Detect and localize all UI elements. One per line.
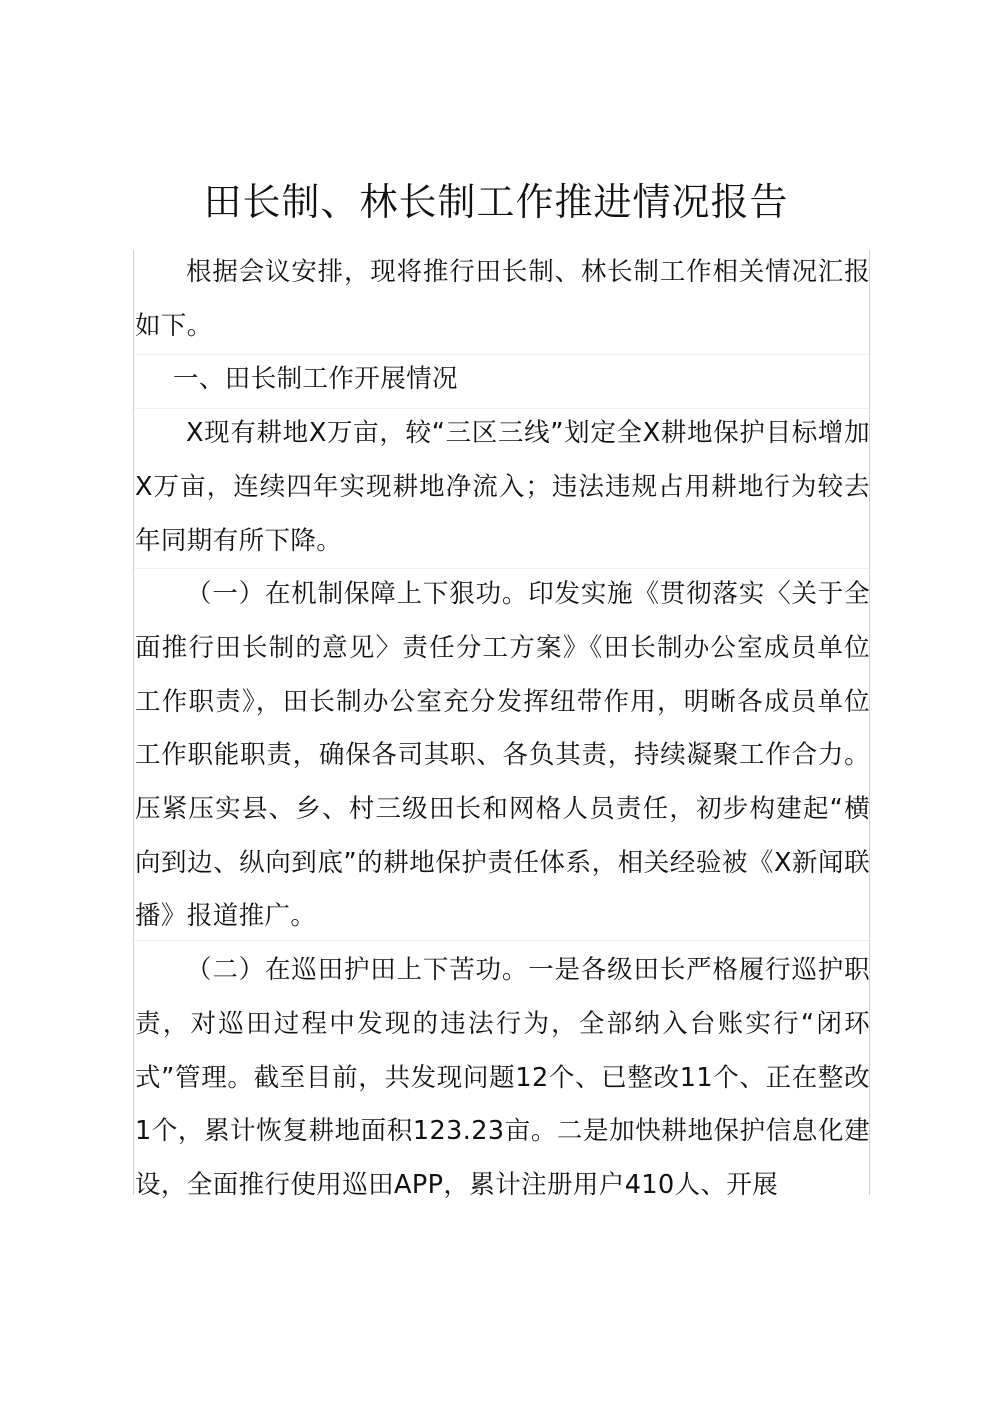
section-heading: 一、田长制工作开展情况 — [173, 364, 458, 395]
document-body — [135, 246, 870, 1213]
body-paragraph: X现有耕地X万亩，较“三区三线”划定全X耕地保护目标增加X万亩，连续四年实现耕地净流入；违法违规占用耕地行为较去年同期有所下降。 — [135, 418, 870, 556]
intro-paragraph: 根据会议安排，现将推行田长制、林长制工作相关情况汇报如下。 — [135, 257, 870, 341]
body-paragraph: （二）在巡田护田上下苦功。一是各级田长严格履行巡护职责，对巡田过程中发现的违法行为，全部纳入台账实行“闭环式”管理。截至目前，共发现问题12个、已整改11个、正在整改1个，累计恢复耕地面积123.23亩。二是加快耕地保护信息化建设，全面推行使用巡田APP，累计注册用户410人、开展 — [135, 955, 870, 1200]
body-paragraph: （一）在机制保障上下狠功。印发实施《贯彻落实〈关于全面推行田长制的意见〉责任分工方案》《田长制办公室成员单位工作职责》，田长制办公室充分发挥纽带作用，明晰各成员单位工作职能职责，确保各司其职、各负其责，持续凝聚工作合力。压紧压实县、乡、村三级田长和网格人员责任，初步构建起“横向到边、纵向到底”的耕地保护责任体系，相关经验被《X新闻联播》报道推广。 — [135, 579, 870, 932]
document-title: 田长制、林长制工作推进情况报告 — [203, 180, 789, 224]
